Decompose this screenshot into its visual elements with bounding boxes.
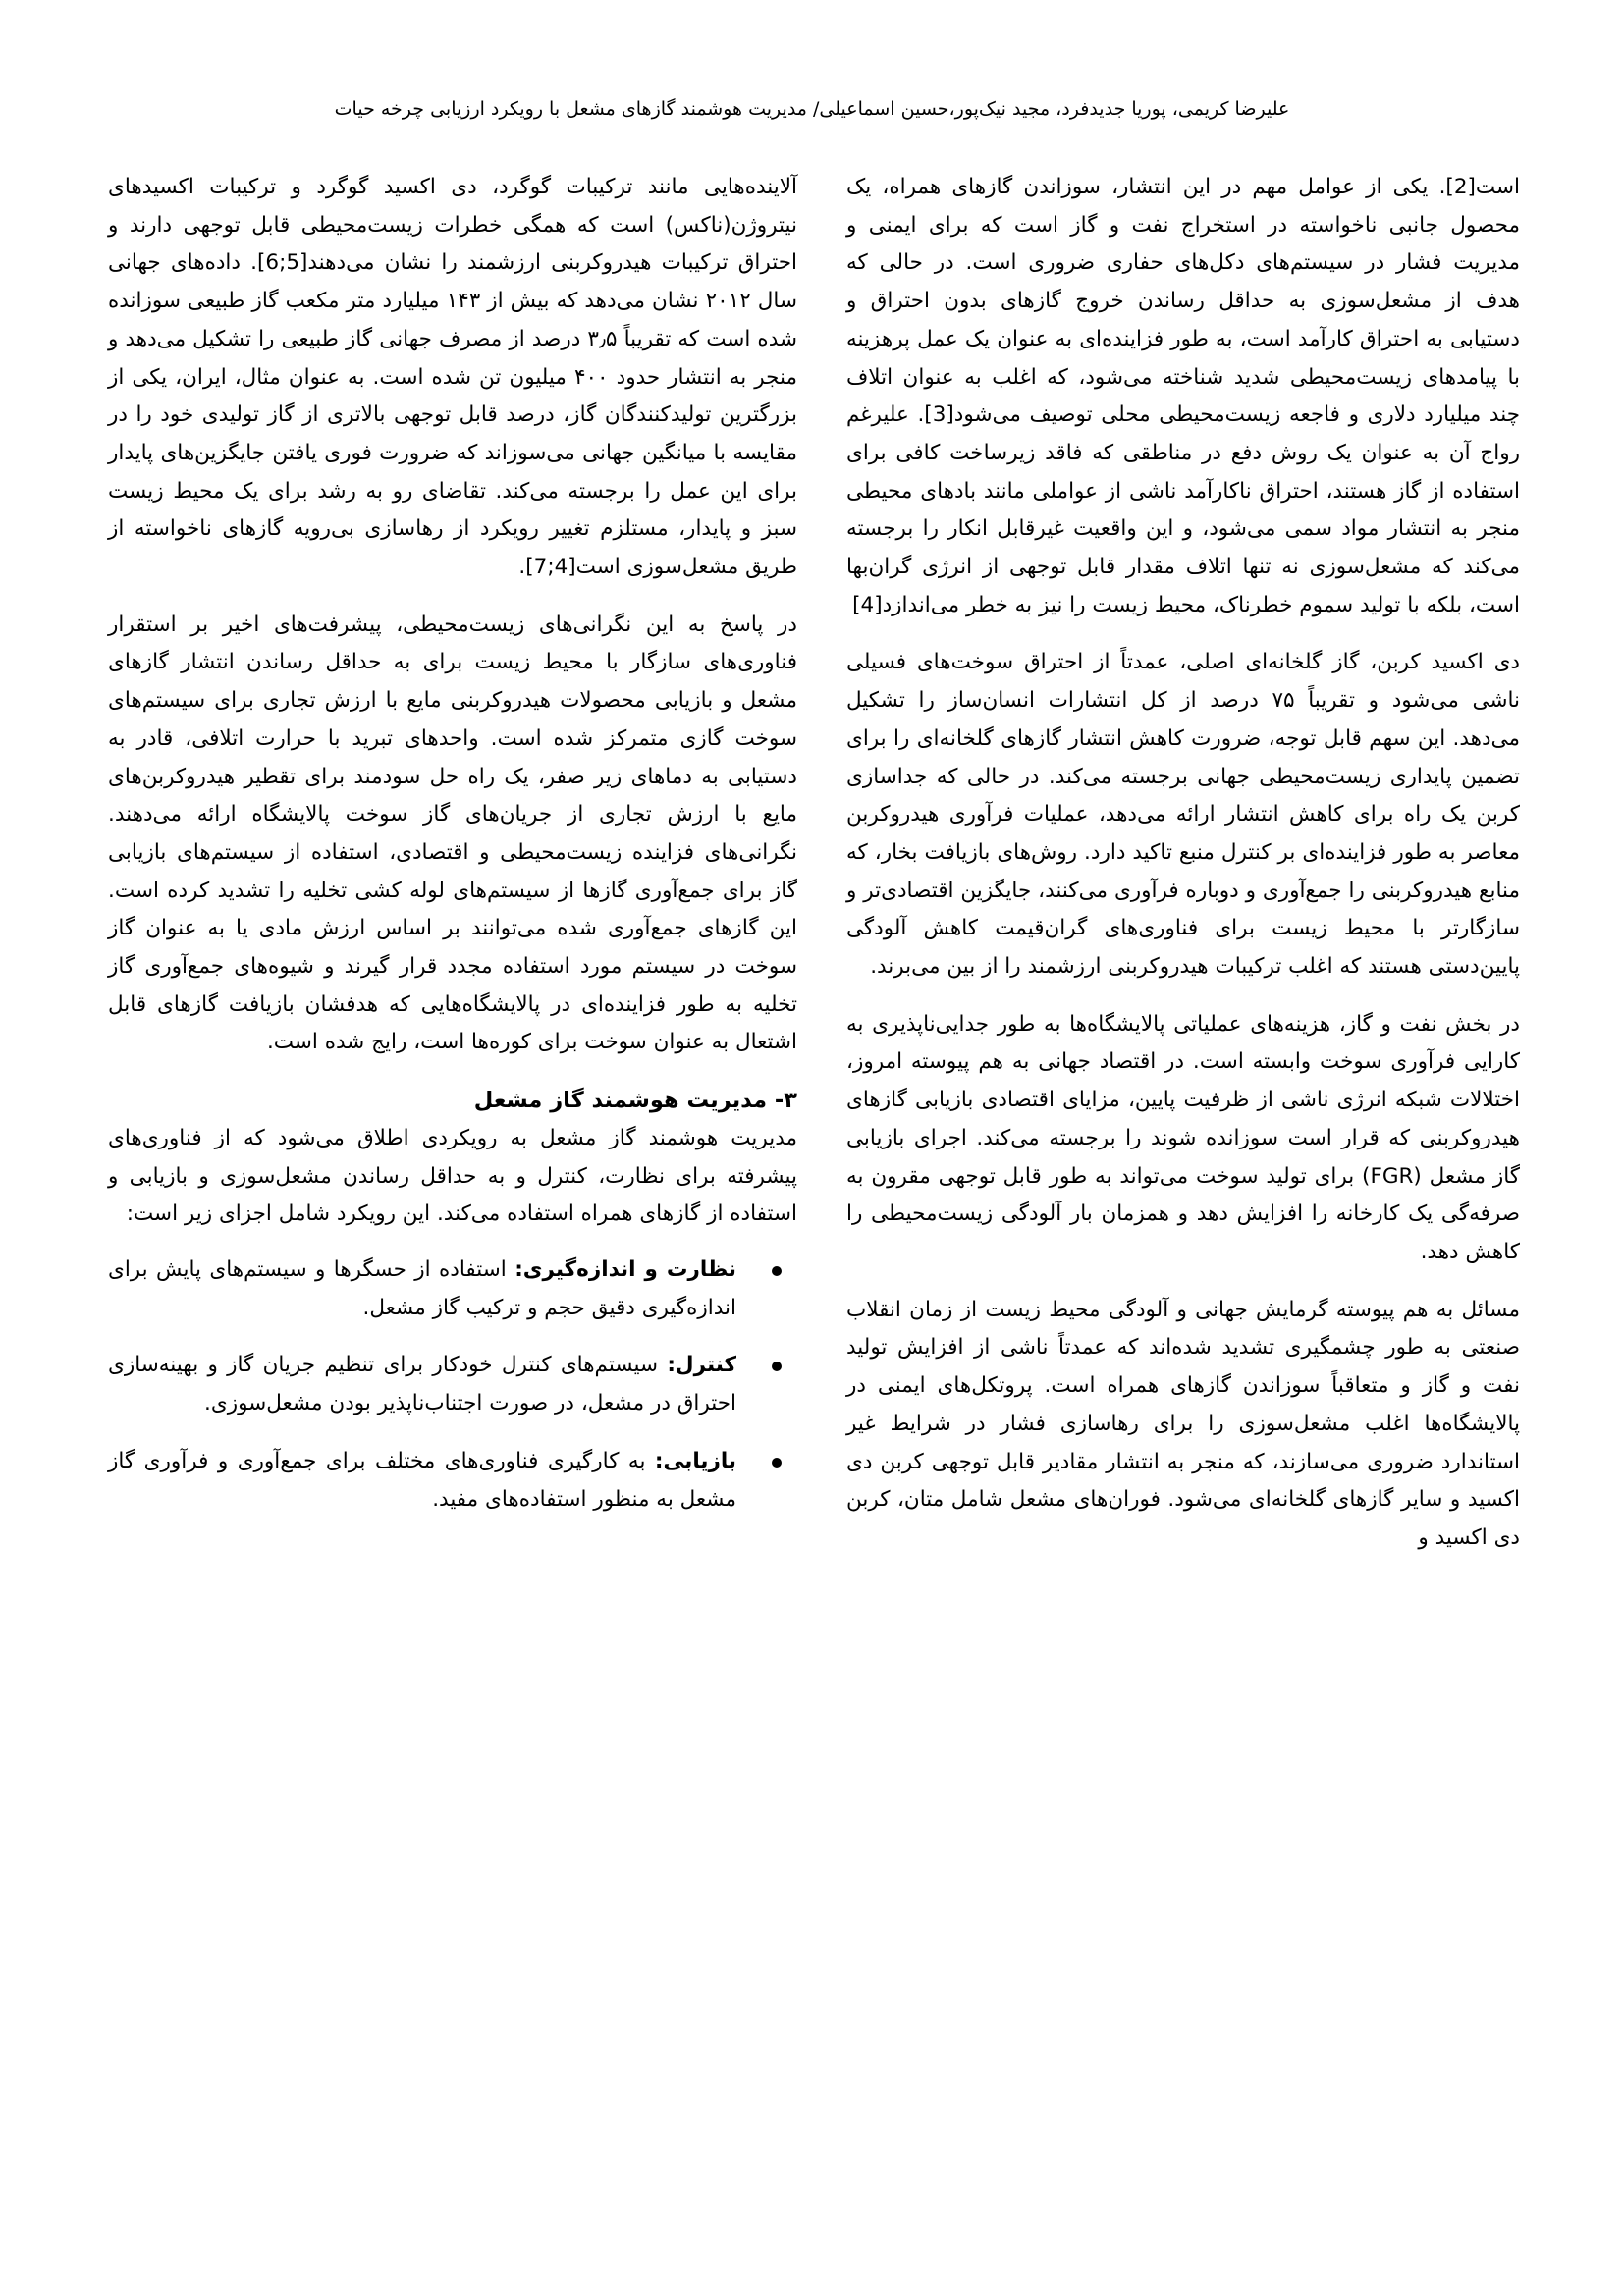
paragraph-co2-emissions: دی اکسید کربن، گاز گلخانه‌ای اصلی، عمدتاً از احتراق سوخت‌های فسیلی ناشی می‌شود و تقریباً ۷۵ درصد از کل انتشارات انسان‌ساز را تشکیل می‌دهد. این سهم قابل توجه، ضرورت کاهش انتشار گازهای گلخانه‌ای را برای تضمین پایداری زیست‌محیطی جهانی برجسته می‌کند. در حالی که جداسازی کربن یک راه برای کاهش انتشار ارائه می‌دهد، عملیات فرآوری هیدروکربن معاصر به طور فزاینده‌ای بر کنترل منبع تاکید دارد. روش‌های بازیافت بخار، که منابع هیدروکربنی را جمع‌آوری و دوباره فرآوری می‌کنند، جایگزین اقتصادی‌تر و سازگارتر با محیط زیست برای فناوری‌های گران‌قیمت کاهش آلودگی پایین‌دستی هستند که اغلب ترکیبات هیدروکربنی ارزشمند را از بین می‌برند.	[846, 650, 1520, 980]
bullet-text: سیستم‌های کنترل خودکار برای تنظیم جریان گاز و بهینه‌سازی احتراق در مشعل، در صورت اجتناب‌ناپذیر بودن مشعل‌سوزی.	[108, 1353, 736, 1416]
running-header: علیرضا کریمی، پوریا جدیدفرد، مجید نیک‌پور،حسین اسماعیلی/ مدیریت هوشمند گازهای مشعل با رویکرد ارزیابی چرخه حیات	[334, 98, 1290, 120]
components-list	[108, 1252, 797, 1519]
bullet-icon	[772, 1458, 782, 1468]
bullet-text: استفاده از حسگرها و سیستم‌های پایش برای اندازه‌گیری دقیق حجم و ترکیب گاز مشعل.	[108, 1256, 736, 1320]
left-column	[108, 169, 797, 1538]
bullet-term: بازیابی:	[654, 1448, 736, 1473]
list-item-control	[108, 1347, 797, 1422]
paragraph-pollutants: آلاینده‌هایی مانند ترکیبات گوگرد، دی اکسید گوگرد و ترکیبات اکسیدهای نیتروژن(ناکس) است که همگی خطرات زیست‌محیطی قابل توجهی دارند و احتراق ترکیبات هیدروکربنی ارزشمند را نشان می‌دهند[5;6]. داده‌های جهانی سال ۲۰۱۲ نشان می‌دهد که بیش از ۱۴۳ میلیارد متر مکعب گاز طبیعی سوزانده شده است که تقریباً ۳٫۵ درصد از مصرف جهانی گاز طبیعی را تشکیل می‌دهد و منجر به انتشار حدود ۴۰۰ میلیون تن شده است. به عنوان مثال، ایران، یکی از بزرگترین تولیدکنندگان گاز، درصد قابل توجهی بالاتری از گاز تولیدی خود را در مقایسه با میانگین جهانی می‌سوزاند که ضرورت فوری یافتن جایگزین‌های پایدار برای این عمل را برجسته می‌کند. تقاضای رو به رشد برای یک محیط زیست سبز و پایدار، مستلزم تغییر رویکرد از رهاسازی بی‌رویه گازهای ناخواسته از طریق مشعل‌سوزی است[4;7].	[108, 175, 798, 580]
paragraph-flaring-intro: است[2]. یکی از عوامل مهم در این انتشار، سوزاندن گازهای همراه، یک محصول جانبی ناخواسته در استخراج نفت و گاز است که برای ایمنی و مدیریت فشار در سیستم‌های دکل‌های حفاری ضروری است. در حالی که هدف از مشعل‌سوزی به حداقل رساندن خروج گازهای بدون احتراق و دستیابی به احتراق کارآمد است، به طور فزاینده‌ای به عنوان یک عمل پرهزینه با پیامدهای زیست‌محیطی شدید شناخته می‌شود، که اغلب به عنوان اتلاف چند میلیارد دلاری و فاجعه زیست‌محیطی محلی توصیف می‌شود[3]. علیرغم رواج آن به عنوان یک روش دفع در مناطقی که فاقد زیرساخت کافی برای استفاده از گاز هستند، احتراق ناکارآمد ناشی از عواملی مانند بادهای محیطی منجر به انتشار مواد سمی می‌شود، و این واقعیت غیرقابل انکار را برجسته می‌کند که مشعل‌سوزی نه تنها اتلاف مقدار قابل توجهی از انرژی گران‌بها است، بلکه با تولید سموم خطرناک، محیط زیست را نیز به خطر می‌اندازد[4]	[846, 175, 1520, 617]
paragraph-global-warming: مسائل به هم پیوسته گرمایش جهانی و آلودگی محیط زیست از زمان انقلاب صنعتی به طور چشمگیری تشدید شده‌اند که عمدتاً ناشی از افزایش تولید نفت و گاز و متعاقباً سوزاندن گازهای همراه است. پروتکل‌های ایمنی در پالایشگاه‌ها اغلب مشعل‌سوزی را برای رهاسازی فشار در شرایط غیر استاندارد ضروری می‌سازند، که منجر به انتشار مقادیر قابل توجهی کربن دی اکسید و سایر گازهای گلخانه‌ای می‌شود. فوران‌های مشعل شامل متان، کربن دی اکسید و	[846, 1297, 1520, 1550]
paragraph-refinery-costs: در بخش نفت و گاز، هزینه‌های عملیاتی پالایشگاه‌ها به طور جدایی‌ناپذیری به کارایی فرآوری سوخت وابسته است. در اقتصاد جهانی به هم پیوسته امروز، اختلالات شبکه انرژی ناشی از ظرفیت پایین، مزایای اقتصادی بازیابی گازهای هیدروکربنی که قرار است سوزانده شوند را برجسته می‌کند. اجرای بازیابی گاز مشعل (FGR) برای تولید سوخت می‌تواند به طور قابل توجهی مقرون به صرفه‌گی یک کارخانه را افزایش دهد و همزمان بار آلودگی زیست‌محیطی را کاهش دهد.	[846, 1011, 1520, 1264]
section-intro: مدیریت هوشمند گاز مشعل به رویکردی اطلاق می‌شود که از فناوری‌های پیشرفته برای نظارت، کنترل و به حداقل رساندن مشعل‌سوزی و بازیابی و استفاده از گازهای همراه استفاده می‌کند. این رویکرد شامل اجزای زیر است:	[108, 1125, 797, 1227]
right-column	[846, 169, 1520, 1577]
bullet-term: نظارت و اندازه‌گیری:	[514, 1256, 736, 1282]
bullet-term: کنترل:	[667, 1353, 736, 1378]
section-heading: ۳- مدیریت هوشمند گاز مشعل	[473, 1088, 797, 1114]
bullet-icon	[772, 1266, 782, 1276]
paragraph-technologies: در پاسخ به این نگرانی‌های زیست‌محیطی، پیشرفت‌های اخیر بر استقرار فناوری‌های سازگار با محیط زیست برای به حداقل رساندن انتشار گازهای مشعل و بازیابی محصولات هیدروکربنی مایع با ارزش تجاری برای سیستم‌های سوخت گازی متمرکز شده است. واحدهای تبرید با حرارت اتلافی، قادر به دستیابی به دماهای زیر صفر، یک راه حل سودمند برای تقطیر هیدروکربن‌های مایع با ارزش تجاری از جریان‌های گاز سوخت پالایشگاه ارائه می‌دهند. نگرانی‌های فزاینده زیست‌محیطی و اقتصادی، استفاده از سیستم‌های بازیابی گاز برای جمع‌آوری گازها از سیستم‌های لوله کشی تخلیه را تشدید کرده است. این گازهای جمع‌آوری شده می‌توانند بر اساس ارزش مادی یا به عنوان گاز سوخت در سیستم مورد استفاده مجدد قرار گیرند و شیوه‌های جمع‌آوری گاز تخلیه به طور فزاینده‌ای در پالایشگاه‌هایی که هدفشان بازیافت گازهای قابل اشتعال به عنوان سوخت برای کوره‌ها است، رایج شده است.	[108, 612, 797, 1055]
bullet-icon	[772, 1362, 782, 1371]
list-item-recovery	[108, 1443, 797, 1519]
list-item-monitoring	[108, 1252, 797, 1327]
bullet-text: به کارگیری فناوری‌های مختلف برای جمع‌آوری و فرآوری گاز مشعل به منظور استفاده‌های مفید.	[108, 1448, 736, 1512]
